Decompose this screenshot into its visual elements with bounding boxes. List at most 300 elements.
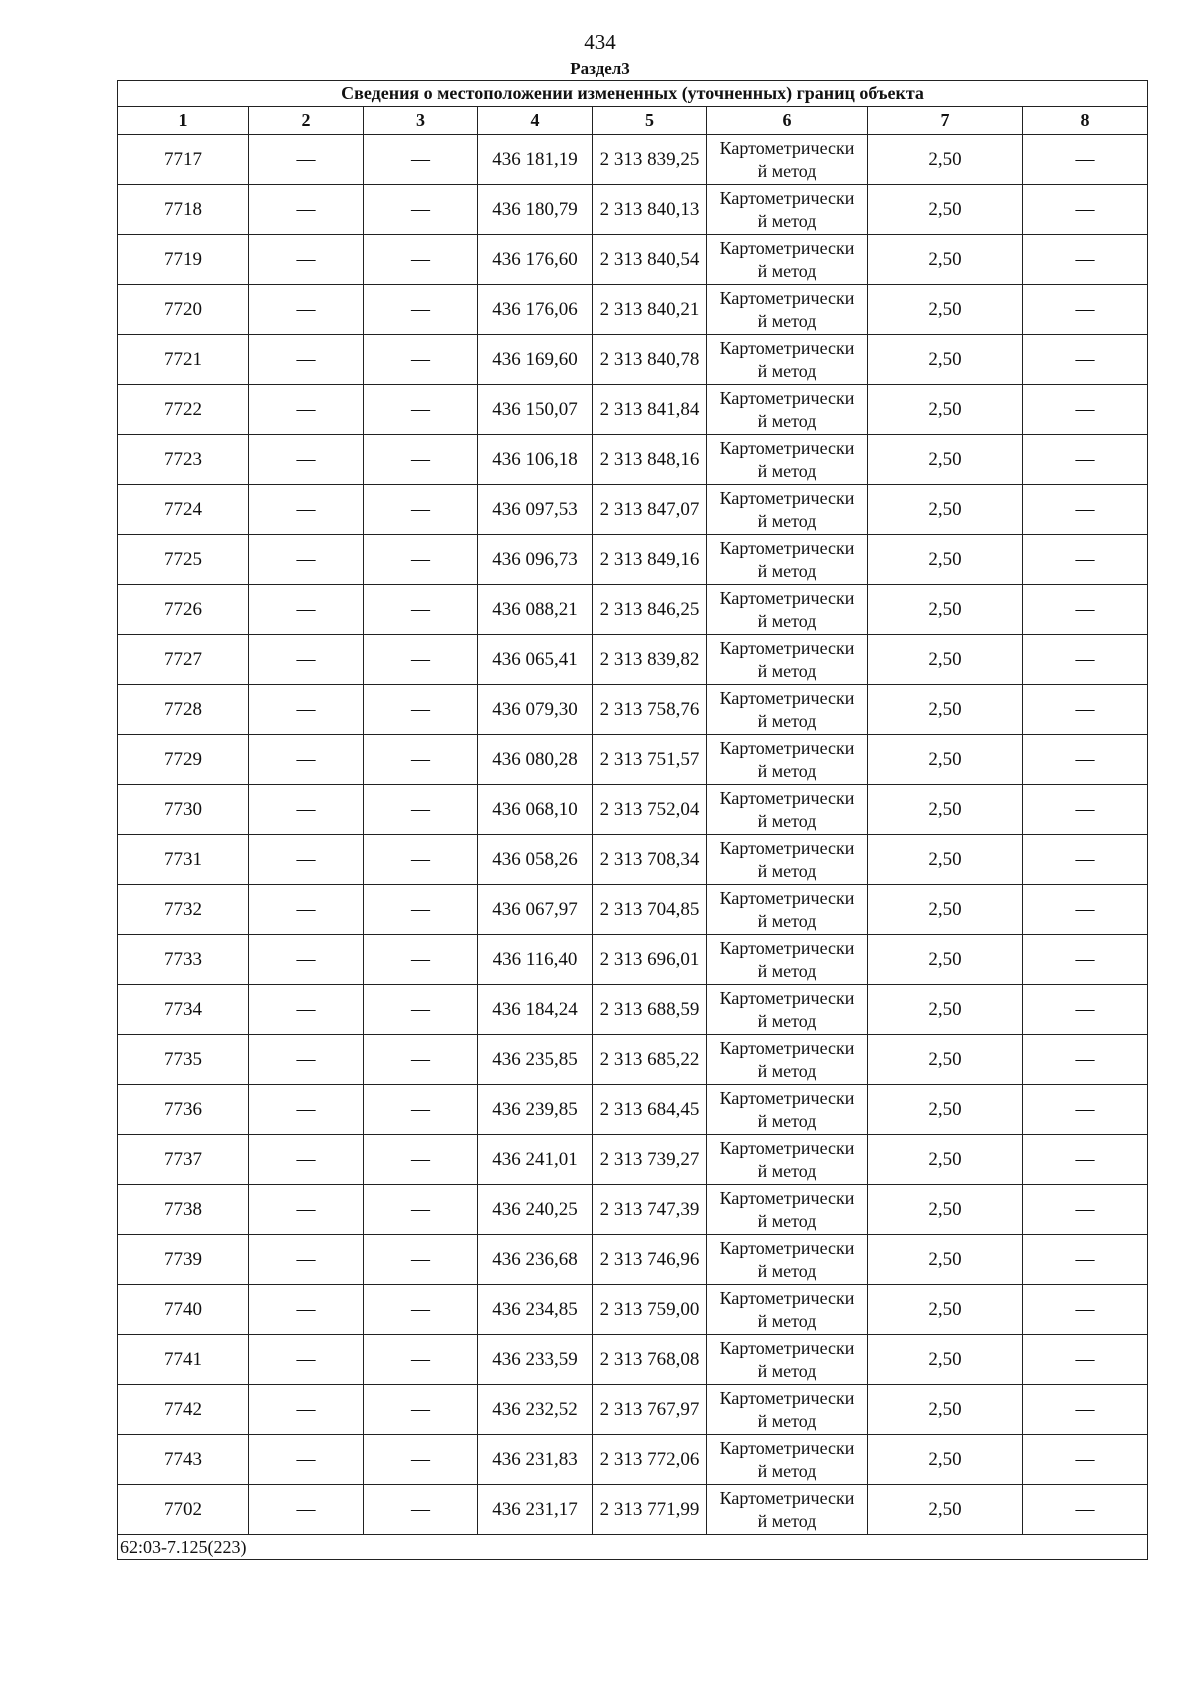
method-text-line-2: й метод bbox=[757, 310, 817, 331]
method-text-line-2: й метод bbox=[757, 810, 817, 831]
x-coordinate-cell: 436 181,19 bbox=[478, 135, 593, 185]
method-cell bbox=[707, 985, 868, 1035]
table-caption: Сведения о местоположении измененных (уточненных) границ объекта bbox=[118, 81, 1148, 107]
method-text-line-1: Картометрически bbox=[719, 737, 855, 758]
table-row bbox=[118, 1335, 1148, 1385]
method-text-line-1: Картометрически bbox=[719, 1137, 855, 1158]
method-text-line-2: й метод bbox=[757, 660, 817, 681]
method-text-line-2: й метод bbox=[757, 860, 817, 881]
x-coordinate-cell: 436 232,52 bbox=[478, 1385, 593, 1435]
y-coordinate-cell: 2 313 746,96 bbox=[593, 1235, 707, 1285]
method-cell bbox=[707, 585, 868, 635]
column-header: 8 bbox=[1023, 107, 1148, 135]
method-cell bbox=[707, 1435, 868, 1485]
column-3-cell: — bbox=[364, 1435, 478, 1485]
method-text-line-2: й метод bbox=[757, 410, 817, 431]
column-header: 4 bbox=[478, 107, 593, 135]
y-coordinate-cell: 2 313 752,04 bbox=[593, 785, 707, 835]
method-text-line-1: Картометрически bbox=[719, 437, 855, 458]
column-2-cell: — bbox=[249, 935, 364, 985]
method-cell bbox=[707, 685, 868, 735]
method-cell bbox=[707, 1285, 868, 1335]
point-number-cell: 7734 bbox=[118, 985, 249, 1035]
column-header: 7 bbox=[868, 107, 1023, 135]
table-row bbox=[118, 585, 1148, 635]
method-text-line-2: й метод bbox=[757, 1310, 817, 1331]
column-3-cell: — bbox=[364, 335, 478, 385]
accuracy-cell: 2,50 bbox=[868, 185, 1023, 235]
method-text-line-2: й метод bbox=[757, 560, 817, 581]
method-cell bbox=[707, 885, 868, 935]
accuracy-cell: 2,50 bbox=[868, 1285, 1023, 1335]
column-header-row bbox=[118, 107, 1148, 135]
y-coordinate-cell: 2 313 696,01 bbox=[593, 935, 707, 985]
column-3-cell: — bbox=[364, 1285, 478, 1335]
column-3-cell: — bbox=[364, 835, 478, 885]
column-2-cell: — bbox=[249, 1085, 364, 1135]
method-cell bbox=[707, 1135, 868, 1185]
x-coordinate-cell: 436 240,25 bbox=[478, 1185, 593, 1235]
accuracy-cell: 2,50 bbox=[868, 1185, 1023, 1235]
x-coordinate-cell: 436 184,24 bbox=[478, 985, 593, 1035]
point-number-cell: 7743 bbox=[118, 1435, 249, 1485]
x-coordinate-cell: 436 079,30 bbox=[478, 685, 593, 735]
point-number-cell: 7727 bbox=[118, 635, 249, 685]
column-2-cell: — bbox=[249, 1235, 364, 1285]
column-3-cell: — bbox=[364, 1335, 478, 1385]
y-coordinate-cell: 2 313 847,07 bbox=[593, 485, 707, 535]
x-coordinate-cell: 436 106,18 bbox=[478, 435, 593, 485]
y-coordinate-cell: 2 313 840,54 bbox=[593, 235, 707, 285]
column-3-cell: — bbox=[364, 1235, 478, 1285]
point-number-cell: 7741 bbox=[118, 1335, 249, 1385]
method-cell bbox=[707, 935, 868, 985]
table-row bbox=[118, 985, 1148, 1035]
x-coordinate-cell: 436 065,41 bbox=[478, 635, 593, 685]
method-text-line-2: й метод bbox=[757, 1260, 817, 1281]
accuracy-cell: 2,50 bbox=[868, 985, 1023, 1035]
accuracy-cell: 2,50 bbox=[868, 1335, 1023, 1385]
column-2-cell: — bbox=[249, 1285, 364, 1335]
column-3-cell: — bbox=[364, 1185, 478, 1235]
column-8-cell: — bbox=[1023, 1435, 1148, 1485]
method-text-line-1: Картометрически bbox=[719, 587, 855, 608]
point-number-cell: 7723 bbox=[118, 435, 249, 485]
table-row bbox=[118, 1285, 1148, 1335]
x-coordinate-cell: 436 088,21 bbox=[478, 585, 593, 635]
column-3-cell: — bbox=[364, 1035, 478, 1085]
accuracy-cell: 2,50 bbox=[868, 385, 1023, 435]
method-cell bbox=[707, 1085, 868, 1135]
x-coordinate-cell: 436 097,53 bbox=[478, 485, 593, 535]
point-number-cell: 7725 bbox=[118, 535, 249, 585]
method-text-line-1: Картометрически bbox=[719, 1187, 855, 1208]
accuracy-cell: 2,50 bbox=[868, 535, 1023, 585]
x-coordinate-cell: 436 231,17 bbox=[478, 1485, 593, 1535]
accuracy-cell: 2,50 bbox=[868, 735, 1023, 785]
x-coordinate-cell: 436 068,10 bbox=[478, 785, 593, 835]
point-number-cell: 7737 bbox=[118, 1135, 249, 1185]
method-cell bbox=[707, 385, 868, 435]
y-coordinate-cell: 2 313 772,06 bbox=[593, 1435, 707, 1485]
point-number-cell: 7724 bbox=[118, 485, 249, 535]
column-8-cell: — bbox=[1023, 985, 1148, 1035]
method-cell bbox=[707, 1335, 868, 1385]
column-3-cell: — bbox=[364, 585, 478, 635]
table-row bbox=[118, 235, 1148, 285]
table-row bbox=[118, 1235, 1148, 1285]
point-number-cell: 7729 bbox=[118, 735, 249, 785]
column-3-cell: — bbox=[364, 685, 478, 735]
method-cell bbox=[707, 635, 868, 685]
column-2-cell: — bbox=[249, 1485, 364, 1535]
method-text-line-1: Картометрически bbox=[719, 487, 855, 508]
method-text-line-1: Картометрически bbox=[719, 387, 855, 408]
column-8-cell: — bbox=[1023, 1285, 1148, 1335]
x-coordinate-cell: 436 241,01 bbox=[478, 1135, 593, 1185]
method-text-line-2: й метод bbox=[757, 510, 817, 531]
column-3-cell: — bbox=[364, 385, 478, 435]
column-2-cell: — bbox=[249, 235, 364, 285]
table-row bbox=[118, 435, 1148, 485]
column-2-cell: — bbox=[249, 1385, 364, 1435]
method-cell bbox=[707, 235, 868, 285]
method-cell bbox=[707, 1385, 868, 1435]
column-8-cell: — bbox=[1023, 835, 1148, 885]
coordinates-table bbox=[117, 80, 1148, 1560]
method-text-line-2: й метод bbox=[757, 610, 817, 631]
accuracy-cell: 2,50 bbox=[868, 635, 1023, 685]
table-row bbox=[118, 1435, 1148, 1485]
x-coordinate-cell: 436 096,73 bbox=[478, 535, 593, 585]
table-row bbox=[118, 135, 1148, 185]
x-coordinate-cell: 436 067,97 bbox=[478, 885, 593, 935]
y-coordinate-cell: 2 313 841,84 bbox=[593, 385, 707, 435]
method-text-line-2: й метод bbox=[757, 760, 817, 781]
page-number: 434 bbox=[584, 30, 616, 54]
column-8-cell: — bbox=[1023, 1085, 1148, 1135]
table-row bbox=[118, 285, 1148, 335]
column-2-cell: — bbox=[249, 835, 364, 885]
column-3-cell: — bbox=[364, 635, 478, 685]
y-coordinate-cell: 2 313 747,39 bbox=[593, 1185, 707, 1235]
method-text-line-1: Картометрически bbox=[719, 337, 855, 358]
method-cell bbox=[707, 435, 868, 485]
x-coordinate-cell: 436 169,60 bbox=[478, 335, 593, 385]
accuracy-cell: 2,50 bbox=[868, 285, 1023, 335]
accuracy-cell: 2,50 bbox=[868, 1035, 1023, 1085]
column-2-cell: — bbox=[249, 435, 364, 485]
accuracy-cell: 2,50 bbox=[868, 1385, 1023, 1435]
table-caption-row bbox=[118, 81, 1148, 107]
column-2-cell: — bbox=[249, 635, 364, 685]
x-coordinate-cell: 436 116,40 bbox=[478, 935, 593, 985]
method-text-line-1: Картометрически bbox=[719, 1287, 855, 1308]
method-text-line-1: Картометрически bbox=[719, 1337, 855, 1358]
column-2-cell: — bbox=[249, 185, 364, 235]
table-row bbox=[118, 935, 1148, 985]
y-coordinate-cell: 2 313 684,45 bbox=[593, 1085, 707, 1135]
x-coordinate-cell: 436 235,85 bbox=[478, 1035, 593, 1085]
point-number-cell: 7720 bbox=[118, 285, 249, 335]
column-3-cell: — bbox=[364, 435, 478, 485]
point-number-cell: 7733 bbox=[118, 935, 249, 985]
y-coordinate-cell: 2 313 685,22 bbox=[593, 1035, 707, 1085]
table-row bbox=[118, 885, 1148, 935]
column-2-cell: — bbox=[249, 285, 364, 335]
point-number-cell: 7730 bbox=[118, 785, 249, 835]
method-cell bbox=[707, 285, 868, 335]
method-text-line-2: й метод bbox=[757, 710, 817, 731]
method-text-line-1: Картометрически bbox=[719, 987, 855, 1008]
table-row bbox=[118, 535, 1148, 585]
method-text-line-2: й метод bbox=[757, 210, 817, 231]
column-2-cell: — bbox=[249, 135, 364, 185]
y-coordinate-cell: 2 313 708,34 bbox=[593, 835, 707, 885]
table-row bbox=[118, 785, 1148, 835]
method-text-line-1: Картометрически bbox=[719, 1237, 855, 1258]
method-cell bbox=[707, 835, 868, 885]
method-cell bbox=[707, 335, 868, 385]
table-row bbox=[118, 335, 1148, 385]
method-text-line-1: Картометрически bbox=[719, 1487, 855, 1508]
x-coordinate-cell: 436 180,79 bbox=[478, 185, 593, 235]
x-coordinate-cell: 436 239,85 bbox=[478, 1085, 593, 1135]
x-coordinate-cell: 436 150,07 bbox=[478, 385, 593, 435]
column-8-cell: — bbox=[1023, 385, 1148, 435]
x-coordinate-cell: 436 058,26 bbox=[478, 835, 593, 885]
method-text-line-1: Картометрически bbox=[719, 1037, 855, 1058]
point-number-cell: 7721 bbox=[118, 335, 249, 385]
point-number-cell: 7719 bbox=[118, 235, 249, 285]
accuracy-cell: 2,50 bbox=[868, 785, 1023, 835]
accuracy-cell: 2,50 bbox=[868, 485, 1023, 535]
column-3-cell: — bbox=[364, 785, 478, 835]
point-number-cell: 7742 bbox=[118, 1385, 249, 1435]
method-text-line-1: Картометрически bbox=[719, 887, 855, 908]
column-8-cell: — bbox=[1023, 585, 1148, 635]
accuracy-cell: 2,50 bbox=[868, 235, 1023, 285]
table-row bbox=[118, 1185, 1148, 1235]
table-row bbox=[118, 685, 1148, 735]
column-3-cell: — bbox=[364, 735, 478, 785]
method-cell bbox=[707, 535, 868, 585]
column-2-cell: — bbox=[249, 1435, 364, 1485]
point-number-cell: 7722 bbox=[118, 385, 249, 435]
column-8-cell: — bbox=[1023, 685, 1148, 735]
column-2-cell: — bbox=[249, 1135, 364, 1185]
accuracy-cell: 2,50 bbox=[868, 685, 1023, 735]
column-header: 5 bbox=[593, 107, 707, 135]
column-8-cell: — bbox=[1023, 1185, 1148, 1235]
method-cell bbox=[707, 1235, 868, 1285]
method-text-line-2: й метод bbox=[757, 260, 817, 281]
x-coordinate-cell: 436 176,06 bbox=[478, 285, 593, 335]
table-row bbox=[118, 485, 1148, 535]
accuracy-cell: 2,50 bbox=[868, 335, 1023, 385]
method-text-line-2: й метод bbox=[757, 160, 817, 181]
method-cell bbox=[707, 1485, 868, 1535]
method-cell bbox=[707, 785, 868, 835]
x-coordinate-cell: 436 233,59 bbox=[478, 1335, 593, 1385]
column-3-cell: — bbox=[364, 1485, 478, 1535]
accuracy-cell: 2,50 bbox=[868, 435, 1023, 485]
y-coordinate-cell: 2 313 688,59 bbox=[593, 985, 707, 1035]
method-text-line-1: Картометрически bbox=[719, 537, 855, 558]
column-2-cell: — bbox=[249, 385, 364, 435]
table-row bbox=[118, 385, 1148, 435]
method-text-line-2: й метод bbox=[757, 1460, 817, 1481]
accuracy-cell: 2,50 bbox=[868, 135, 1023, 185]
column-8-cell: — bbox=[1023, 335, 1148, 385]
accuracy-cell: 2,50 bbox=[868, 1085, 1023, 1135]
column-3-cell: — bbox=[364, 485, 478, 535]
table-row bbox=[118, 1135, 1148, 1185]
point-number-cell: 7739 bbox=[118, 1235, 249, 1285]
column-2-cell: — bbox=[249, 585, 364, 635]
table-row bbox=[118, 835, 1148, 885]
accuracy-cell: 2,50 bbox=[868, 1435, 1023, 1485]
method-text-line-2: й метод bbox=[757, 1110, 817, 1131]
column-2-cell: — bbox=[249, 735, 364, 785]
method-text-line-2: й метод bbox=[757, 1510, 817, 1531]
column-8-cell: — bbox=[1023, 1235, 1148, 1285]
y-coordinate-cell: 2 313 839,82 bbox=[593, 635, 707, 685]
method-cell bbox=[707, 485, 868, 535]
column-2-cell: — bbox=[249, 485, 364, 535]
column-2-cell: — bbox=[249, 885, 364, 935]
column-header: 6 bbox=[707, 107, 868, 135]
y-coordinate-cell: 2 313 767,97 bbox=[593, 1385, 707, 1435]
point-number-cell: 7731 bbox=[118, 835, 249, 885]
column-2-cell: — bbox=[249, 1035, 364, 1085]
method-text-line-1: Картометрически bbox=[719, 937, 855, 958]
column-2-cell: — bbox=[249, 1185, 364, 1235]
accuracy-cell: 2,50 bbox=[868, 585, 1023, 635]
column-8-cell: — bbox=[1023, 1485, 1148, 1535]
accuracy-cell: 2,50 bbox=[868, 935, 1023, 985]
footer-row bbox=[118, 1535, 1148, 1560]
x-coordinate-cell: 436 080,28 bbox=[478, 735, 593, 785]
accuracy-cell: 2,50 bbox=[868, 1235, 1023, 1285]
y-coordinate-cell: 2 313 739,27 bbox=[593, 1135, 707, 1185]
table-row bbox=[118, 1085, 1148, 1135]
column-2-cell: — bbox=[249, 785, 364, 835]
column-8-cell: — bbox=[1023, 435, 1148, 485]
y-coordinate-cell: 2 313 840,13 bbox=[593, 185, 707, 235]
column-8-cell: — bbox=[1023, 1135, 1148, 1185]
method-text-line-1: Картометрически bbox=[719, 637, 855, 658]
accuracy-cell: 2,50 bbox=[868, 835, 1023, 885]
method-text-line-2: й метод bbox=[757, 460, 817, 481]
y-coordinate-cell: 2 313 768,08 bbox=[593, 1335, 707, 1385]
column-3-cell: — bbox=[364, 235, 478, 285]
column-3-cell: — bbox=[364, 535, 478, 585]
column-header: 3 bbox=[364, 107, 478, 135]
y-coordinate-cell: 2 313 704,85 bbox=[593, 885, 707, 935]
method-text-line-1: Картометрически bbox=[719, 837, 855, 858]
x-coordinate-cell: 436 231,83 bbox=[478, 1435, 593, 1485]
y-coordinate-cell: 2 313 840,21 bbox=[593, 285, 707, 335]
method-cell bbox=[707, 135, 868, 185]
point-number-cell: 7717 bbox=[118, 135, 249, 185]
column-2-cell: — bbox=[249, 985, 364, 1035]
point-number-cell: 7726 bbox=[118, 585, 249, 635]
column-3-cell: — bbox=[364, 285, 478, 335]
column-8-cell: — bbox=[1023, 735, 1148, 785]
table-row bbox=[118, 1035, 1148, 1085]
y-coordinate-cell: 2 313 758,76 bbox=[593, 685, 707, 735]
column-8-cell: — bbox=[1023, 485, 1148, 535]
accuracy-cell: 2,50 bbox=[868, 885, 1023, 935]
column-8-cell: — bbox=[1023, 235, 1148, 285]
point-number-cell: 7738 bbox=[118, 1185, 249, 1235]
y-coordinate-cell: 2 313 759,00 bbox=[593, 1285, 707, 1335]
y-coordinate-cell: 2 313 751,57 bbox=[593, 735, 707, 785]
y-coordinate-cell: 2 313 771,99 bbox=[593, 1485, 707, 1535]
column-8-cell: — bbox=[1023, 1035, 1148, 1085]
method-text-line-2: й метод bbox=[757, 1360, 817, 1381]
column-2-cell: — bbox=[249, 535, 364, 585]
column-8-cell: — bbox=[1023, 1335, 1148, 1385]
table-body bbox=[118, 135, 1148, 1535]
y-coordinate-cell: 2 313 849,16 bbox=[593, 535, 707, 585]
point-number-cell: 7736 bbox=[118, 1085, 249, 1135]
y-coordinate-cell: 2 313 839,25 bbox=[593, 135, 707, 185]
method-cell bbox=[707, 1035, 868, 1085]
column-header: 1 bbox=[118, 107, 249, 135]
point-number-cell: 7740 bbox=[118, 1285, 249, 1335]
column-2-cell: — bbox=[249, 335, 364, 385]
method-text-line-1: Картометрически bbox=[719, 687, 855, 708]
method-text-line-2: й метод bbox=[757, 1410, 817, 1431]
column-2-cell: — bbox=[249, 685, 364, 735]
column-3-cell: — bbox=[364, 985, 478, 1035]
method-text-line-1: Картометрически bbox=[719, 137, 855, 158]
method-text-line-2: й метод bbox=[757, 960, 817, 981]
method-text-line-2: й метод bbox=[757, 1160, 817, 1181]
method-text-line-1: Картометрически bbox=[719, 1087, 855, 1108]
method-text-line-2: й метод bbox=[757, 1060, 817, 1081]
method-text-line-1: Картометрически bbox=[719, 1437, 855, 1458]
section-title: Раздел3 bbox=[570, 59, 630, 78]
column-8-cell: — bbox=[1023, 285, 1148, 335]
method-text-line-1: Картометрически bbox=[719, 1387, 855, 1408]
column-8-cell: — bbox=[1023, 185, 1148, 235]
y-coordinate-cell: 2 313 846,25 bbox=[593, 585, 707, 635]
column-3-cell: — bbox=[364, 1385, 478, 1435]
method-cell bbox=[707, 735, 868, 785]
accuracy-cell: 2,50 bbox=[868, 1135, 1023, 1185]
column-3-cell: — bbox=[364, 185, 478, 235]
x-coordinate-cell: 436 176,60 bbox=[478, 235, 593, 285]
table-row bbox=[118, 735, 1148, 785]
point-number-cell: 7735 bbox=[118, 1035, 249, 1085]
column-3-cell: — bbox=[364, 935, 478, 985]
column-8-cell: — bbox=[1023, 135, 1148, 185]
y-coordinate-cell: 2 313 848,16 bbox=[593, 435, 707, 485]
method-text-line-1: Картометрически bbox=[719, 287, 855, 308]
column-3-cell: — bbox=[364, 1135, 478, 1185]
column-8-cell: — bbox=[1023, 535, 1148, 585]
column-8-cell: — bbox=[1023, 785, 1148, 835]
method-text-line-1: Картометрически bbox=[719, 237, 855, 258]
x-coordinate-cell: 436 234,85 bbox=[478, 1285, 593, 1335]
column-3-cell: — bbox=[364, 135, 478, 185]
column-2-cell: — bbox=[249, 1335, 364, 1385]
table-row bbox=[118, 635, 1148, 685]
table-row bbox=[118, 1385, 1148, 1435]
